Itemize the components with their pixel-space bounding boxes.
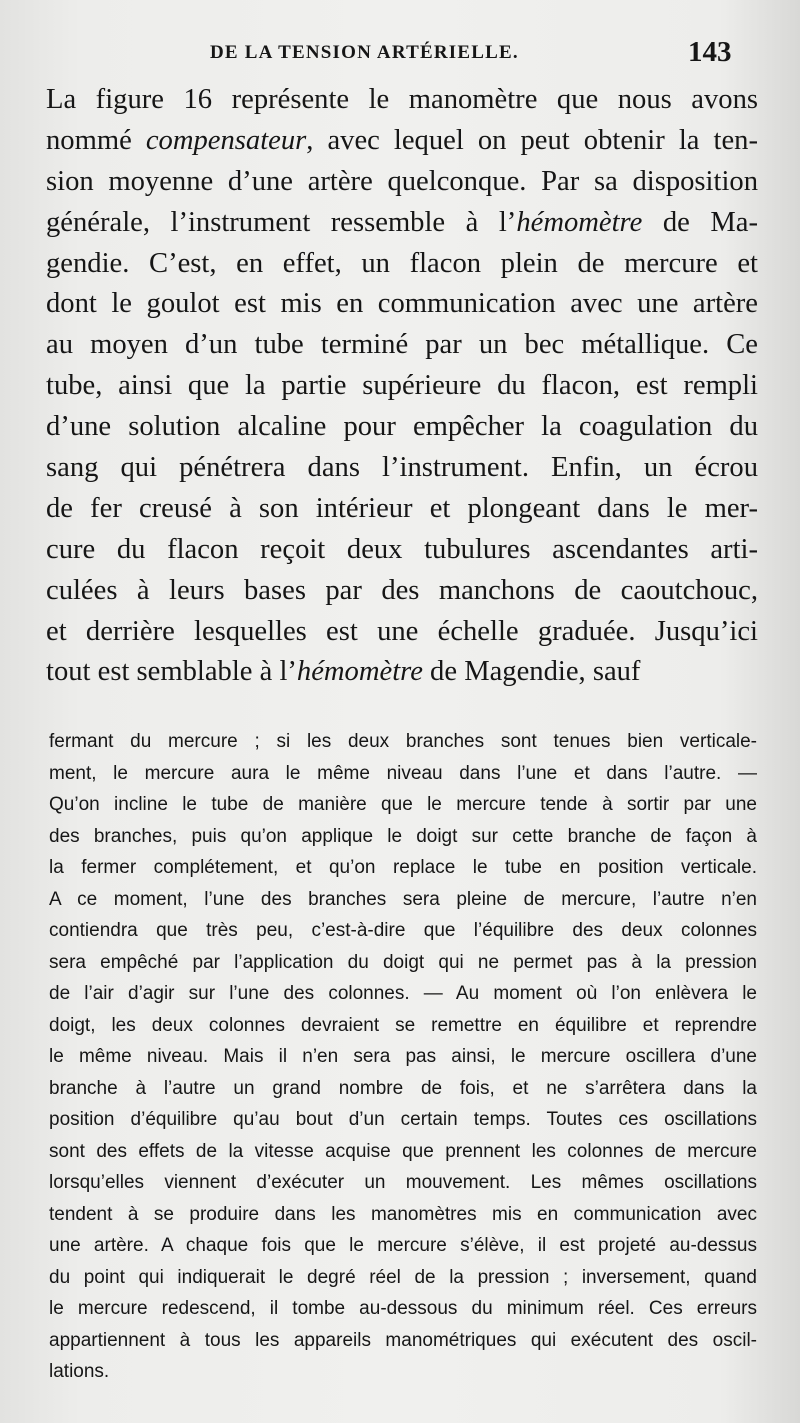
italic-term: hémomètre bbox=[296, 656, 423, 688]
main-text-line: nommé compensateur, avec lequel on peut obtenir la ten- bbox=[46, 124, 758, 156]
footnote-line: lorsqu’elles viennent d’exécuter un mouvement. Les mêmes oscillations bbox=[49, 1172, 757, 1193]
footnote-line: position d’équilibre qu’au bout d’un certain temps. Toutes ces oscillations bbox=[49, 1109, 757, 1130]
main-text-line: d’une solution alcaline pour empêcher la coagulation du bbox=[46, 411, 758, 443]
footnote-line: Qu’on incline le tube de manière que le mercure tende à sortir par une bbox=[49, 794, 757, 815]
italic-term: compensateur bbox=[145, 124, 307, 156]
footnote-paragraph bbox=[49, 726, 757, 1388]
italic-term: hémomètre bbox=[516, 206, 643, 238]
main-text-line: sion moyenne d’une artère quelconque. Par sa disposition bbox=[46, 165, 758, 197]
main-text-line: au moyen d’un tube terminé par un bec métallique. Ce bbox=[46, 329, 758, 361]
main-text-line: sang qui pénétrera dans l’instrument. Enfin, un écrou bbox=[46, 452, 758, 484]
footnote-line: branche à l’autre un grand nombre de fois, et ne s’arrêtera dans la bbox=[49, 1077, 757, 1099]
footnote-line: tendent à se produire dans les manomètres mis en communication avec bbox=[49, 1203, 757, 1225]
footnote-line: de l’air d’agir sur l’une des colonnes. — Au moment où l’on enlèvera le bbox=[49, 983, 757, 1004]
footnote-line: ment, le mercure aura le même niveau dans l’une et dans l’autre. — bbox=[49, 762, 757, 784]
main-text-line: tube, ainsi que la partie supérieure du flacon, est rempli bbox=[46, 370, 758, 402]
footnote-line: la fermer complétement, et qu’on replace le tube en position verticale. bbox=[49, 857, 757, 878]
footnote-line: le même niveau. Mais il n’en sera pas ainsi, le mercure oscillera d’une bbox=[49, 1046, 757, 1067]
main-text-line: de fer creusé à son intérieur et plongeant dans le mer- bbox=[46, 492, 758, 524]
footnote-line: A ce moment, l’une des branches sera pleine de mercure, l’autre n’en bbox=[49, 888, 757, 910]
footnote-line: fermant du mercure ; si les deux branches sont tenues bien verticale- bbox=[49, 731, 757, 752]
main-text-line: dont le goulot est mis en communication avec une artère bbox=[46, 288, 758, 320]
main-text-line: et derrière lesquelles est une échelle graduée. Jusqu’ici bbox=[46, 615, 758, 647]
footnote-line: sera empêché par l’application du doigt qui ne permet pas à la pression bbox=[49, 951, 757, 973]
footnote-line: le mercure redescend, il tombe au-dessous du minimum réel. Ces erreurs bbox=[49, 1298, 757, 1319]
footnote-line: des branches, puis qu’on applique le doigt sur cette branche de façon à bbox=[49, 825, 757, 847]
main-text-line: tout est semblable à l’hémomètre de Magendie, sauf bbox=[46, 656, 641, 688]
footnote-line: du point qui indiquerait le degré réel de la pression ; inversement, quand bbox=[49, 1266, 757, 1288]
main-text-line: gendie. C’est, en effet, un flacon plein de mercure et bbox=[46, 247, 758, 279]
footnote-line: appartiennent à tous les appareils manométriques qui exécutent des oscil- bbox=[49, 1329, 757, 1351]
footnote-line: sont des effets de la vitesse acquise que prennent les colonnes de mercure bbox=[49, 1140, 757, 1162]
footnote-line: doigt, les deux colonnes devraient se remettre en équilibre et reprendre bbox=[49, 1014, 757, 1036]
running-head: DE LA TENSION ARTÉRIELLE. bbox=[210, 42, 519, 63]
footnote-line: lations. bbox=[49, 1361, 110, 1382]
page-header bbox=[0, 38, 800, 72]
main-text-line: cure du flacon reçoit deux tubulures ascendantes arti- bbox=[46, 533, 758, 565]
main-text-line: générale, l’instrument ressemble à l’hémomètre de Ma- bbox=[46, 206, 758, 238]
main-text-line: La figure 16 représente le manomètre que nous avons bbox=[46, 84, 758, 115]
footnote-line: contiendra que très peu, c’est-à-dire que l’équilibre des deux colonnes bbox=[49, 920, 757, 941]
main-text-line: culées à leurs bases par des manchons de caoutchouc, bbox=[46, 574, 758, 606]
main-paragraph bbox=[46, 80, 758, 693]
page-number: 143 bbox=[688, 36, 732, 68]
footnote-line: une artère. A chaque fois que le mercure s’élève, il est projeté au-dessus bbox=[49, 1235, 757, 1256]
